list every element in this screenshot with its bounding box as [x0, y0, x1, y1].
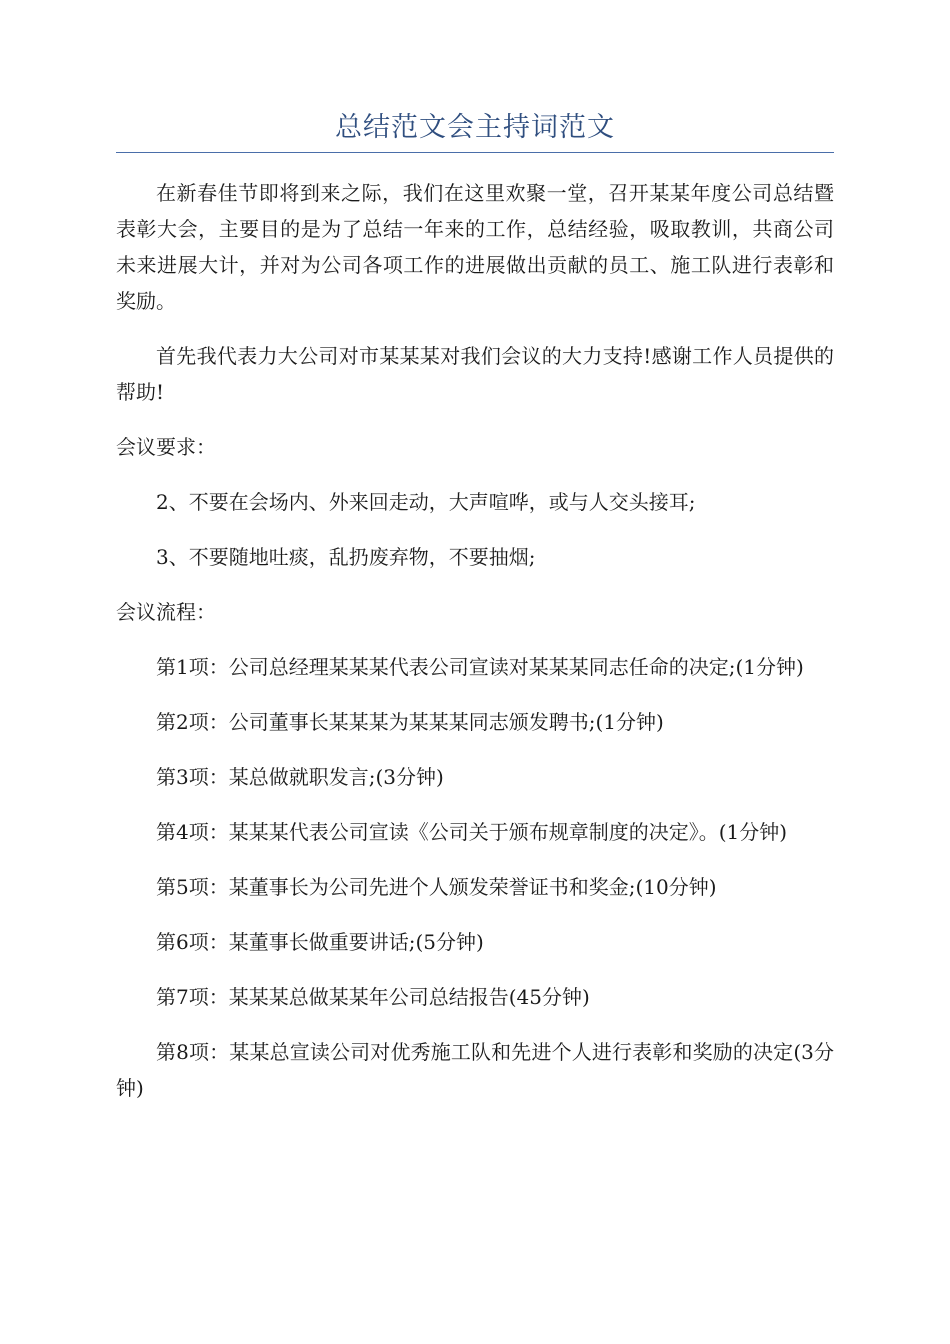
paragraph-intro: 在新春佳节即将到来之际，我们在这里欢聚一堂，召开某某年度公司总结暨表彰大会，主要目的是为了总结一年来的工作，总结经验，吸取教训，共商公司未来进展大计，并对为公司各项工作的进展做出贡献的员工、施工队进行表彰和奖励。	[116, 181, 834, 313]
requirement-item-3: 3、不要随地吐痰，乱扔废弃物，不要抽烟;	[156, 545, 536, 569]
requirement-item-2: 2、不要在会场内、外来回走动，大声喧哗，或与人交头接耳;	[156, 490, 696, 514]
agenda-item-7: 第7项：某某某总做某某年公司总结报告(45分钟)	[156, 985, 590, 1009]
title-underline	[116, 152, 834, 153]
heading-meeting-requirements: 会议要求：	[116, 435, 216, 459]
agenda-item-2: 第2项：公司董事长某某某为某某某同志颁发聘书;(1分钟)	[156, 710, 664, 734]
agenda-item-8: 第8项：某某总宣读公司对优秀施工队和先进个人进行表彰和奖励的决定(3分钟)	[116, 1040, 834, 1100]
agenda-item-4: 第4项：某某某代表公司宣读《公司关于颁布规章制度的决定》。(1分钟)	[156, 820, 788, 844]
agenda-item-6: 第6项：某董事长做重要讲话;(5分钟)	[156, 930, 484, 954]
document-page	[116, 110, 834, 1125]
agenda-item-3: 第3项：某总做就职发言;(3分钟)	[156, 765, 444, 789]
heading-meeting-agenda: 会议流程：	[116, 600, 216, 624]
document-title: 总结范文会主持词范文	[335, 112, 615, 143]
agenda-item-1: 第1项：公司总经理某某某代表公司宣读对某某某同志任命的决定;(1分钟)	[156, 655, 804, 679]
paragraph-thanks: 首先我代表力大公司对市某某某对我们会议的大力支持!感谢工作人员提供的帮助!	[116, 344, 834, 404]
agenda-item-5: 第5项：某董事长为公司先进个人颁发荣誉证书和奖金;(10分钟)	[156, 875, 717, 899]
